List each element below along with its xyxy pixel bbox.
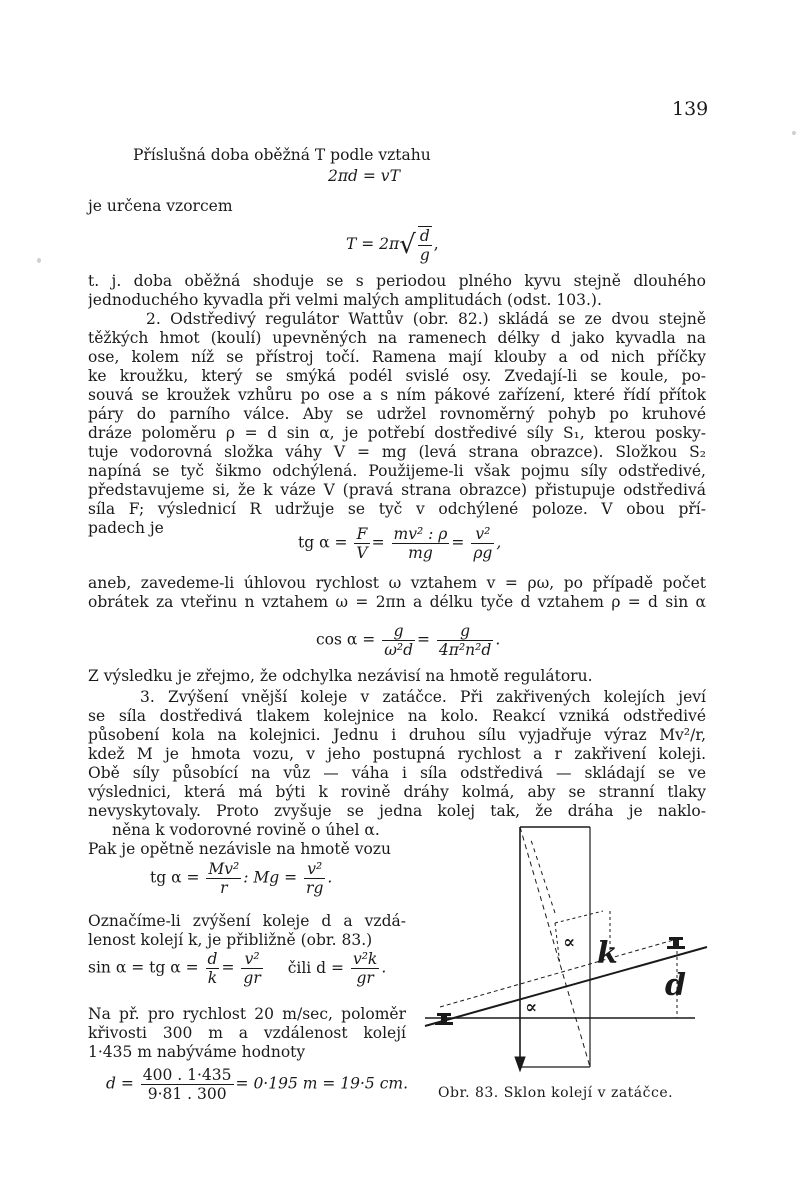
angle-dashed-line: [555, 911, 603, 923]
eq-rhs: = 0·195 m = 19·5 cm.: [235, 1074, 409, 1093]
equation-tangent: tg α = $\frac{F}{V}$ = $\frac{\text{mv² : ρ}}{mg}$ = $\frac{\text{v²}}{\rho g}$ ,: [298, 525, 502, 562]
fraction-numerator: g: [437, 622, 493, 641]
right-rail-icon: [667, 937, 685, 949]
text-line: páry do parního válce. Aby se udržel rovnoměrný pohyb po kruhové: [88, 405, 706, 423]
text-line: nevyskytovaly. Proto zvyšuje se jedna kolej tak, že dráha je naklo-: [88, 802, 706, 820]
fraction-denominator: V: [356, 544, 368, 562]
label-alpha-upper: ∝: [563, 932, 576, 953]
text-line: padech je: [88, 519, 164, 537]
equation-rail-sine: [88, 950, 386, 987]
text-line: se síla dostředivá tlakem kolejnice na kolo. Reakcí vzniká odstředivé: [88, 707, 706, 725]
fraction-numerator: d: [207, 950, 218, 968]
text-line: těžkých hmot (koulí) upevněných na ramenech délky d jako kyvadla na: [88, 329, 706, 347]
page-number: 139: [672, 98, 709, 120]
text-line: Z výsledku je zřejmo, že odchylka nezávisí na hmotě regulátoru.: [88, 667, 593, 685]
angle-dashed-line: [555, 923, 560, 965]
equation-orbit: 2πd = vT: [328, 167, 400, 185]
equation-cosine: cos α = $\frac{g}{\text{ω²d}}$ = $\frac{g}{\text{4π²n²d}}$ .: [316, 622, 501, 659]
text-line: křivosti 300 m a vzdálenost kolejí: [88, 1024, 406, 1042]
fraction-denominator: rg: [306, 879, 324, 897]
text-line: aneb, zavedeme-li úhlovou rychlost ω vztahem v = ρω, po případě počet: [88, 574, 706, 592]
fraction-numerator: d: [419, 227, 430, 245]
fraction-numerator: g: [382, 622, 415, 641]
text-line: tuje vodorovná složka váhy V = mg (levá strana obrazce). Složkou S₂: [88, 443, 706, 461]
equation-period: T = 2π√ $\frac{d}{g}$ ,: [346, 227, 439, 264]
eq-lhs: d =: [106, 1074, 134, 1093]
text-line: Pak je opětně nezávisle na hmotě vozu: [88, 840, 391, 858]
weight-arrowhead: [515, 1057, 525, 1071]
label-d: d: [665, 968, 686, 1003]
text-line: lenost kolejí k, je přibližně (obr. 83.): [88, 931, 373, 949]
fraction-numerator: mv² : ρ: [393, 525, 448, 543]
text-line: souvá se kroužek vzhůru po ose a s ním pákové zařízení, které řídí přítok: [88, 386, 706, 404]
text-line: dráze poloměru ρ = d sin α, je potřebí dostředivé síly S₁, kterou posky-: [88, 424, 706, 442]
text-line: síla F; výslednicí R udržuje se tyč v odchýlené poloze. V obou pří-: [88, 500, 706, 518]
fraction-denominator: r: [220, 879, 228, 897]
text-line: Příslušná doba oběžná T podle vztahu: [133, 146, 431, 164]
text-line: obrátek za vteřinu n vztahem ω = 2πn a délku tyče d vztahem ρ = d sin α: [88, 593, 706, 611]
fraction-denominator: g: [419, 246, 430, 264]
text-line: ke kroužku, který se smýká podél svislé osy. Zvedají-li se koule, po-: [88, 367, 706, 385]
fraction-numerator: v²: [471, 525, 494, 544]
eq-middle: : Mg =: [243, 868, 298, 887]
equation-result: [106, 1066, 408, 1103]
fraction-numerator: Mv²: [208, 860, 240, 878]
fraction-denominator: ω²d: [384, 641, 413, 659]
text-line: Označíme-li zvýšení koleje d a vzdá-: [88, 912, 406, 930]
fraction-numerator: F: [354, 525, 369, 544]
page-speck: [792, 131, 796, 135]
text-line: výslednici, která má býti k rovině dráhy kolmá, aby se stranní tlaky: [88, 783, 706, 801]
fraction-denominator: gr: [243, 969, 261, 987]
label-k: k: [597, 936, 618, 971]
fraction-denominator: 4π²n²d: [438, 641, 492, 659]
text-line: něna k vodorovné rovině o úhel α.: [112, 821, 380, 839]
fraction-denominator: 9·81 . 300: [147, 1085, 227, 1103]
fraction-numerator: v²: [241, 950, 262, 969]
eq-lhs: cos α =: [316, 630, 376, 649]
text-line: napíná se tyč šikmo odchýlená. Použijeme-li však pojmu síly odstředivé,: [88, 462, 706, 480]
text-line: jednoduchého kyvadla při velmi malých amplitudách (odst. 103.).: [88, 291, 602, 309]
figure-rail-tilt: [415, 815, 715, 1085]
eq-lhs: T = 2π: [346, 235, 400, 253]
figure-caption: Obr. 83. Sklon kolejí v zatáčce.: [438, 1085, 674, 1101]
text-line: je určena vzorcem: [88, 197, 233, 215]
text-line: 1·435 m nabýváme hodnoty: [88, 1043, 306, 1061]
page-speck: [37, 258, 41, 263]
eq-punct: ,: [496, 533, 502, 552]
fraction-numerator: v²: [304, 860, 325, 879]
eq-sign: =: [221, 958, 235, 977]
fraction-numerator: 400 . 1·435: [142, 1066, 232, 1084]
text-line: kdež M je hmota vozu, v jeho postupná rychlost a r zakřivení koleji.: [88, 745, 706, 763]
fraction-denominator: mg: [408, 544, 433, 562]
label-alpha-lower: ∝: [525, 997, 538, 1018]
text-line: Obě síly působící na vůz — váha i síla odstředivá — skládají se ve: [88, 764, 706, 782]
fraction-numerator: v²k: [352, 950, 378, 968]
text-line: představujeme si, že k váze V (pravá strana obrazce) přistupuje odstředivá: [88, 481, 706, 499]
resultant-dashed-line: [520, 827, 590, 1067]
text-line: Na př. pro rychlost 20 m/sec, poloměr: [88, 1005, 406, 1023]
eq-lhs: tg α =: [150, 868, 200, 887]
fraction-denominator: k: [207, 969, 218, 987]
fraction-denominator: gr: [356, 969, 374, 987]
equation-rail-tangent: [150, 860, 332, 897]
text-line: ose, kolem níž se přístroj točí. Ramena mají klouby a od nich příčky: [88, 348, 706, 366]
text-line: působení kola na kolejnici. Jednu i druhou sílu vyjadřuje výraz Mv²/r,: [88, 726, 706, 744]
text-line: t. j. doba oběžná shoduje se s periodou plného kyvu stejně dlouhého: [88, 272, 706, 290]
eq-punct: .: [495, 630, 501, 649]
fraction-denominator: ρg: [473, 544, 493, 562]
text-line: 3. Zvýšení vnější koleje v zatáčce. Při zakřivených kolejích jeví: [140, 688, 706, 706]
text-line: 2. Odstředivý regulátor Wattův (obr. 82.) skládá se ze dvou stejně: [146, 310, 706, 328]
eq-punct: .: [381, 958, 387, 977]
eq-middle: čili d =: [287, 958, 345, 977]
eq-punct: .: [327, 868, 333, 887]
eq-lhs: tg α =: [298, 533, 348, 552]
eq-lhs: sin α = tg α =: [88, 958, 199, 977]
